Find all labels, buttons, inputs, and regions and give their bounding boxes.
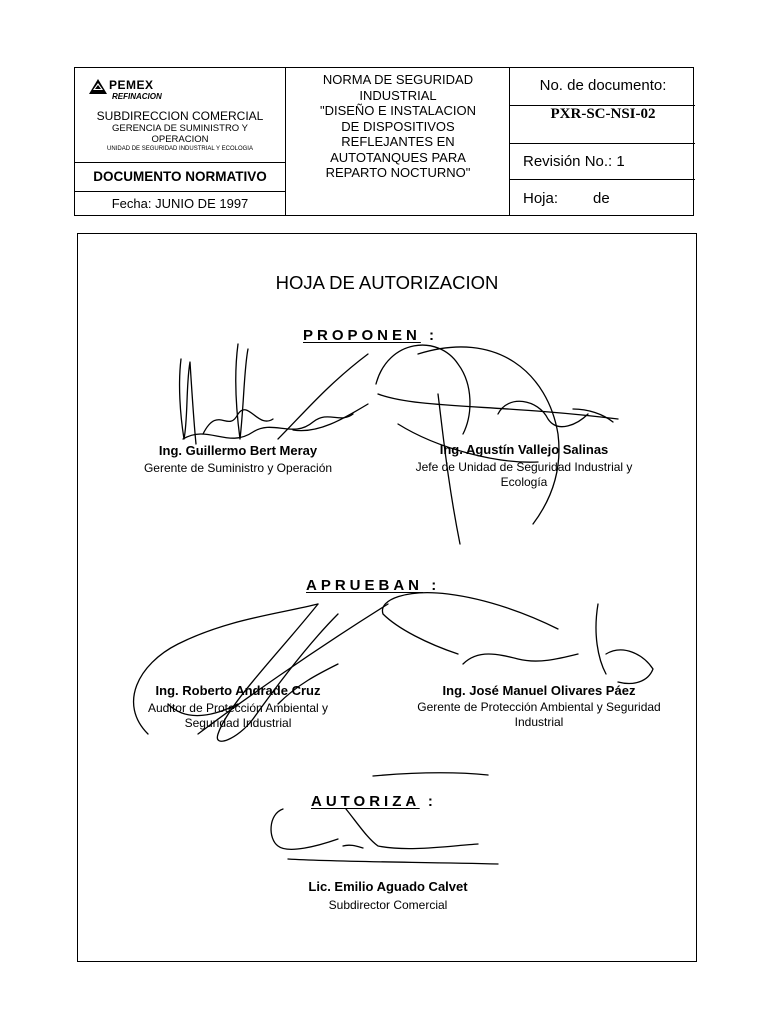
org-subdireccion: SUBDIRECCION COMERCIAL: [96, 109, 264, 123]
norma-line: AUTOTANQUES PARA: [330, 149, 466, 165]
page-number: [511, 180, 695, 217]
signatory-role: [389, 700, 689, 730]
signatory-role: Subdirector Comercial: [328, 898, 448, 912]
org-gerencia-line2: OPERACION: [151, 134, 209, 145]
signature-olivares-paez: [382, 593, 653, 684]
section-colon: :: [431, 577, 441, 594]
signatory-name: Lic. Emilio Aguado Calvet: [308, 879, 468, 894]
logo-subbrand: REFINACION: [112, 92, 162, 101]
signature-bert-meray: [180, 344, 368, 444]
signatory-role-line: Jefe de Unidad de Seguridad Industrial y: [415, 460, 633, 474]
pemex-logo: [87, 74, 187, 104]
document-header: [74, 67, 694, 216]
signatory-name: Ing. Guillermo Bert Meray: [158, 443, 318, 458]
section-heading-aprueban: [306, 577, 440, 594]
page-label: Hoja:: [523, 190, 559, 207]
section-heading-text: APRUEBAN: [306, 577, 424, 594]
authorization-sheet: [77, 233, 697, 962]
document-code: PXR-SC-NSI-02: [550, 106, 656, 122]
document-number-label: No. de documento:: [539, 77, 667, 94]
org-unidad: UNIDAD DE SEGURIDAD INDUSTRIAL Y ECOLOGIA: [107, 146, 253, 152]
section-heading-text: PROPONEN: [303, 327, 421, 344]
section-colon: :: [429, 327, 439, 344]
signatory-role: [384, 460, 664, 490]
norma-line: "DISEÑO E INSTALACION: [319, 103, 477, 118]
norma-line: REPARTO NOCTURNO": [325, 165, 471, 180]
document-type: DOCUMENTO NORMATIVO: [93, 169, 267, 184]
header-divider: [509, 68, 510, 215]
section-heading-proponen: [303, 327, 438, 344]
organization-cell: [75, 68, 285, 162]
signatory-role-line: Gerente de Protección Ambiental y Seguridad: [417, 700, 661, 714]
signatory-role-line: Industrial: [514, 715, 564, 729]
org-gerencia: [75, 123, 285, 145]
signatory-role-line: Seguridad Industrial: [184, 716, 292, 730]
norma-line: NORMA DE SEGURIDAD: [322, 72, 474, 87]
norma-line: INDUSTRIAL: [359, 87, 437, 103]
document-date: Fecha: JUNIO DE 1997: [111, 196, 249, 211]
signatory-role-line: Ecología: [500, 475, 548, 489]
norma-line: REFLEJANTES EN: [341, 134, 455, 149]
signatory-name: Ing. Roberto Andrade Cruz: [155, 683, 321, 698]
signatory-role-line: Auditor de Protección Ambiental y: [147, 701, 329, 715]
signatory-name: Ing. José Manuel Olivares Páez: [442, 683, 636, 698]
page-of-label: de: [593, 190, 610, 207]
pemex-eagle-icon: [87, 76, 109, 98]
signature-aguado-calvet: [271, 773, 498, 864]
revision-number: Revisión No.: 1: [523, 153, 625, 170]
page-title: HOJA DE AUTORIZACION: [275, 272, 499, 293]
norma-title: [287, 72, 509, 181]
section-heading-text: AUTORIZA: [311, 793, 420, 810]
signatory-role: [113, 701, 363, 731]
section-colon: :: [427, 793, 437, 810]
header-divider: [285, 68, 286, 215]
signatory-role: Gerente de Suministro y Operación: [143, 461, 333, 475]
norma-line: DE DISPOSITIVOS: [341, 118, 455, 134]
org-gerencia-line1: GERENCIA DE SUMINISTRO Y: [111, 123, 248, 134]
section-heading-autoriza: [311, 793, 437, 810]
logo-brand: PEMEX: [109, 78, 154, 92]
signatory-name: Ing. Agustín Vallejo Salinas: [439, 442, 609, 457]
